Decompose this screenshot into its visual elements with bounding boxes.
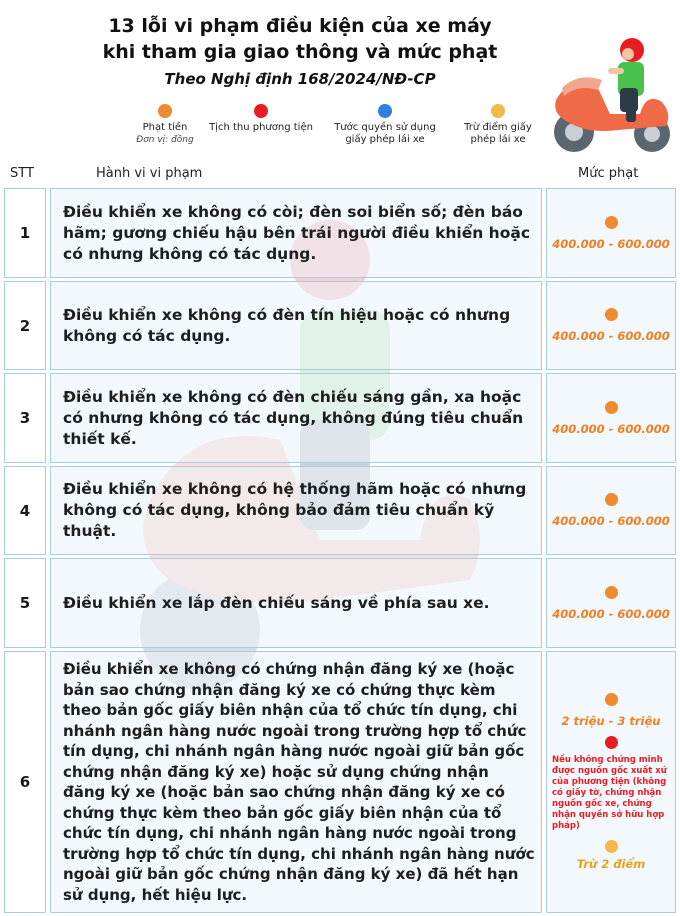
orange-dot-icon (605, 586, 618, 599)
legend-label: Trừ điểm giấy phép lái xe (464, 122, 532, 145)
fine-cell (546, 466, 676, 555)
fine-amount: 400.000 - 600.000 (552, 421, 670, 436)
fine-amount: 400.000 - 600.000 (552, 606, 670, 621)
fine-amount: 2 triệu - 3 triệu (561, 714, 661, 728)
legend-label: Tịch thu phương tiện (209, 122, 313, 133)
orange-dot-icon (605, 308, 618, 321)
violation-text: Điều khiển xe không có hệ thống hãm hoặc có nhưng không có tác dụng, không bảo đảm tiêu chuẩn kỹ thuật. (50, 466, 542, 555)
orange-dot-icon (605, 493, 618, 506)
table-row (4, 558, 676, 648)
page-title-line1: 13 lỗi vi phạm điều kiện của xe máy (108, 15, 492, 37)
legend-fine (120, 104, 210, 146)
table-row (4, 373, 676, 463)
legend-license-revocation (326, 104, 444, 146)
fine-cell (546, 651, 676, 913)
red-dot-icon (605, 736, 618, 749)
stt-cell: 5 (4, 558, 46, 648)
yellow-dot-icon (491, 104, 505, 118)
column-header-fine: Mức phạt (578, 166, 639, 181)
fine-cell (546, 188, 676, 278)
table-row (4, 281, 676, 370)
stt-cell: 3 (4, 373, 46, 463)
fine-amount: 400.000 - 600.000 (552, 236, 670, 251)
blue-dot-icon (378, 104, 392, 118)
fine-amount: 400.000 - 600.000 (552, 514, 670, 528)
confiscation-note: Nếu không chứng minh được nguồn gốc xuất xứ của phương tiện (không có giấy tờ, chứng nhận nguồn gốc xe, chứng nhận quyền sở hữu hợp pháp) (552, 755, 667, 831)
header (0, 0, 680, 160)
legend-label: Tước quyền sử dụng giấy phép lái xe (334, 122, 436, 145)
fine-amount: 400.000 - 600.000 (552, 329, 670, 343)
violation-text: Điều khiển xe không có đèn chiếu sáng gần, xa hoặc có nhưng không có tác dụng, không đúng tiêu chuẩn thiết kế. (50, 373, 542, 463)
page-title-line2: khi tham gia giao thông và mức phạt (102, 41, 498, 63)
table-row (4, 466, 676, 555)
orange-dot-icon (158, 104, 172, 118)
violation-text: Điều khiển xe không có còi; đèn soi biển số; đèn báo hãm; gương chiếu hậu bên trái người điều khiển hoặc có nhưng không có tác dụng. (50, 188, 542, 278)
fine-cell (546, 281, 676, 370)
violation-text: Điều khiển xe không có đèn tín hiệu hoặc có nhưng không có tác dụng. (50, 281, 542, 370)
stt-cell: 2 (4, 281, 46, 370)
legend-note: Đơn vị: đồng (136, 135, 194, 145)
legend-confiscation (200, 104, 322, 134)
legend-point-deduction (452, 104, 544, 146)
yellow-dot-icon (605, 840, 618, 853)
fine-cell (546, 373, 676, 463)
motorbike-rider-illustration (548, 22, 674, 156)
legend-label: Phạt tiền (142, 122, 188, 133)
stt-cell: 4 (4, 466, 46, 555)
fine-cell (546, 558, 676, 648)
orange-dot-icon (605, 401, 618, 414)
orange-dot-icon (605, 216, 618, 229)
violation-text: Điều khiển xe không có chứng nhận đăng ký xe (hoặc bản sao chứng nhận đăng ký xe có chứng thực kèm theo bản gốc giấy biên nhận của tổ chức tín dụng, chi nhánh ngân hàng nước ngoài trong trường hợp tổ chức tín dụng, chi nhánh ngân hàng nước ngoài giữ bản gốc chứng nhận đăng ký xe) hoặc sử dụng chứng nhận đăng ký xe (hoặc bản sao chứng nhận đăng ký xe có chứng thực kèm theo bản gốc giấy biên nhận của tổ chức tín dụng, chi nhánh ngân hàng nước ngoài trong trường hợp tổ chức tín dụng, chi nhánh ngân hàng nước ngoài giữ bản gốc chứng nhận đăng ký xe) đã hết hạn sử dụng, hết hiệu lực. (50, 651, 542, 913)
stt-cell: 6 (4, 651, 46, 913)
orange-dot-icon (605, 693, 618, 706)
violation-text: Điều khiển xe lắp đèn chiếu sáng về phía sau xe. (50, 558, 542, 648)
table-row (4, 651, 676, 913)
point-deduction: Trừ 2 điểm (576, 857, 646, 871)
column-header-stt: STT (10, 166, 34, 181)
red-dot-icon (254, 104, 268, 118)
stt-cell: 1 (4, 188, 46, 278)
page-subtitle: Theo Nghị định 168/2024/NĐ-CP (164, 70, 436, 88)
table-row (4, 188, 676, 278)
column-header-behavior: Hành vi vi phạm (96, 166, 203, 181)
